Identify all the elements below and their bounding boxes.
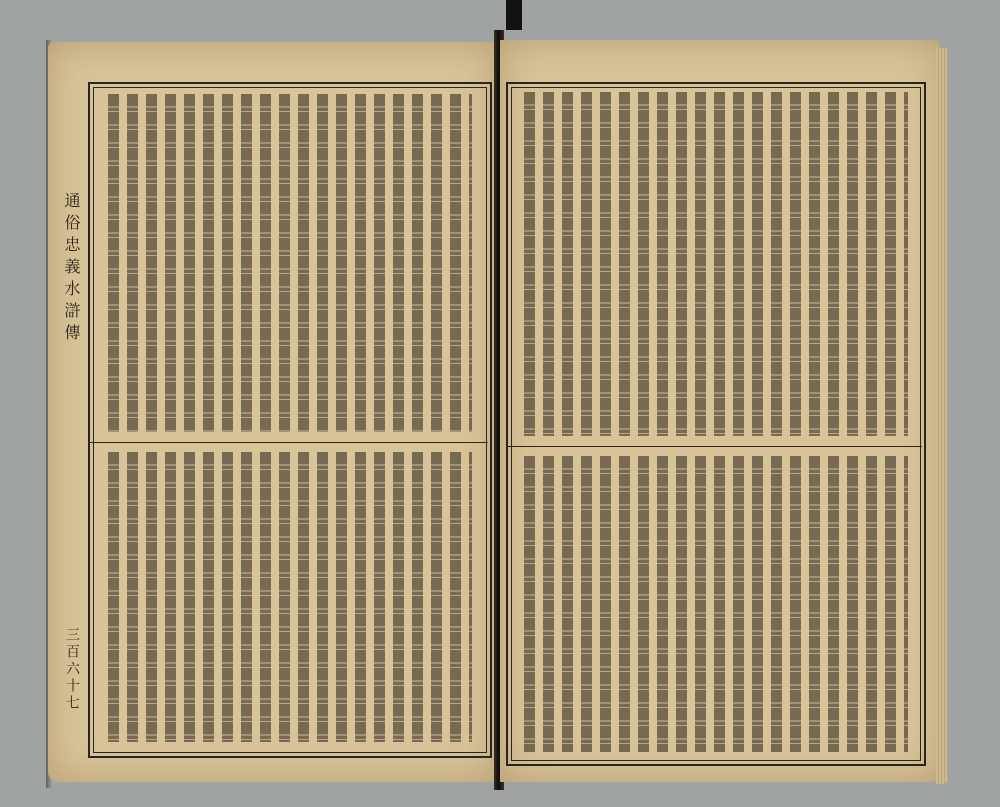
- right-page: [500, 40, 940, 782]
- vertical-text-columns-lower: [520, 456, 908, 752]
- page-number: 三百六十七: [64, 627, 80, 712]
- vertical-text-columns-upper: [520, 92, 908, 436]
- register-divider: [90, 442, 488, 443]
- running-title: 通俗忠義水滸傳: [62, 192, 81, 346]
- vertical-text-columns-lower: [104, 452, 472, 742]
- left-page: [48, 42, 496, 782]
- page-edges: [936, 48, 948, 784]
- register-divider: [508, 446, 922, 447]
- spine-tab: [506, 0, 522, 30]
- vertical-text-columns-upper: [104, 94, 472, 432]
